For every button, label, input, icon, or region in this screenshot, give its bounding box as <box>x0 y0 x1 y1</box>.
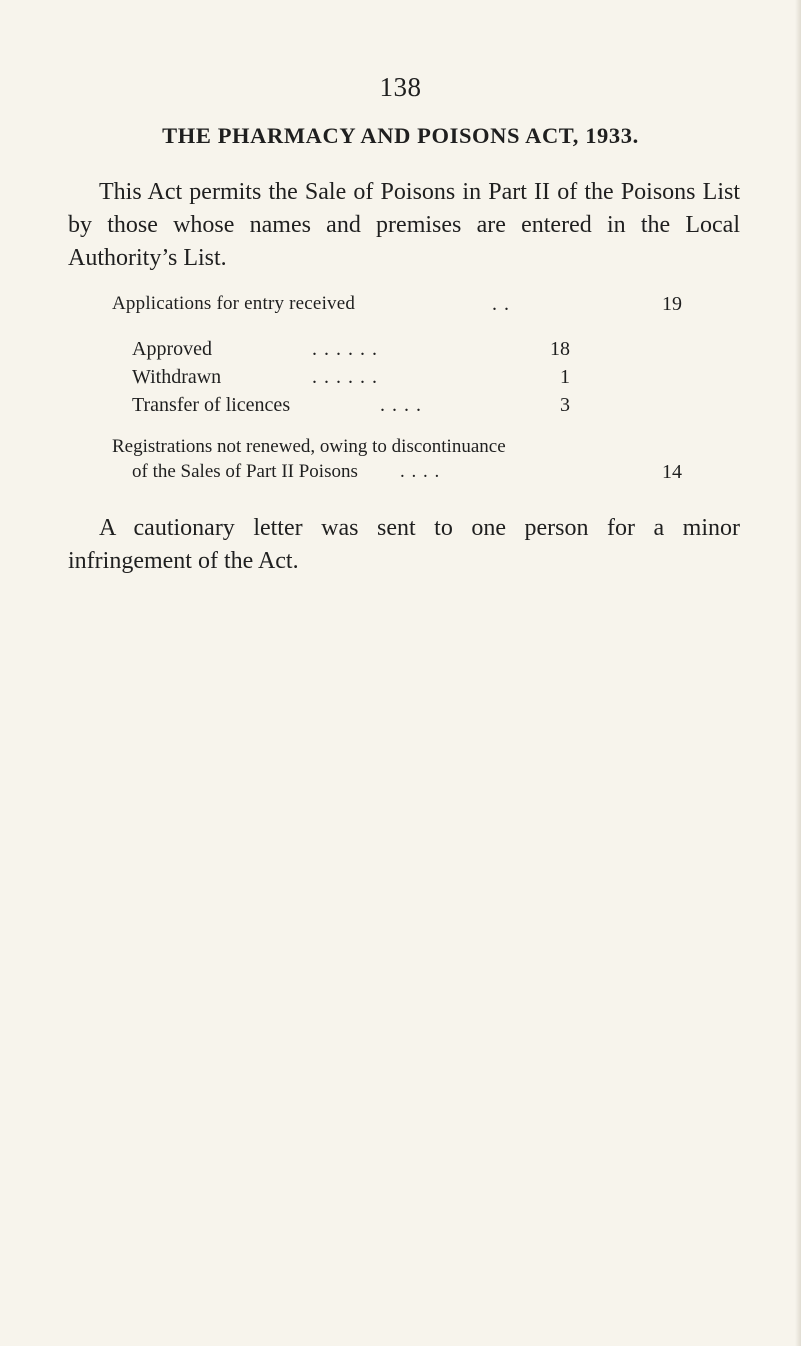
applications-dots: . . <box>492 293 510 315</box>
registrations-dots: . . . . <box>400 461 441 482</box>
page-title: THE PHARMACY AND POISONS ACT, 1933. <box>162 123 639 148</box>
applications-row <box>112 293 682 321</box>
breakdown-row-transfer <box>132 394 570 422</box>
applications-label: Applications for entry received <box>112 293 356 314</box>
breakdown-dots: . . . . . . <box>312 338 378 360</box>
breakdown-value: 18 <box>550 338 570 360</box>
registrations-row <box>132 461 682 489</box>
breakdown-row-approved <box>132 338 570 366</box>
registrations-value: 14 <box>662 461 682 483</box>
breakdown-label: Withdrawn <box>132 366 222 388</box>
breakdown-value: 3 <box>560 394 570 416</box>
page-edge-shadow <box>795 0 801 1346</box>
page-number: 138 <box>379 72 422 102</box>
breakdown-dots: . . . . <box>380 394 422 416</box>
breakdown-row-withdrawn <box>132 366 570 394</box>
closing-paragraph: A cautionary letter was sent to one person for a minor infringement of the Act. <box>68 515 740 574</box>
breakdown-value: 1 <box>560 366 570 388</box>
registrations-text-1: Registrations not renewed, owing to discontinuance <box>112 436 506 457</box>
applications-total: 19 <box>662 293 682 315</box>
intro-paragraph: This Act permits the Sale of Poisons in Part II of the Poisons List by those whose names and premises are entered in the Local Authority’s List. <box>68 179 740 271</box>
registrations-text-2: of the Sales of Part II Poisons <box>132 461 358 482</box>
registrations-line-1 <box>112 436 506 458</box>
breakdown-label: Transfer of licences <box>132 394 291 416</box>
breakdown-dots: . . . . . . <box>312 366 378 388</box>
breakdown-label: Approved <box>132 338 212 360</box>
